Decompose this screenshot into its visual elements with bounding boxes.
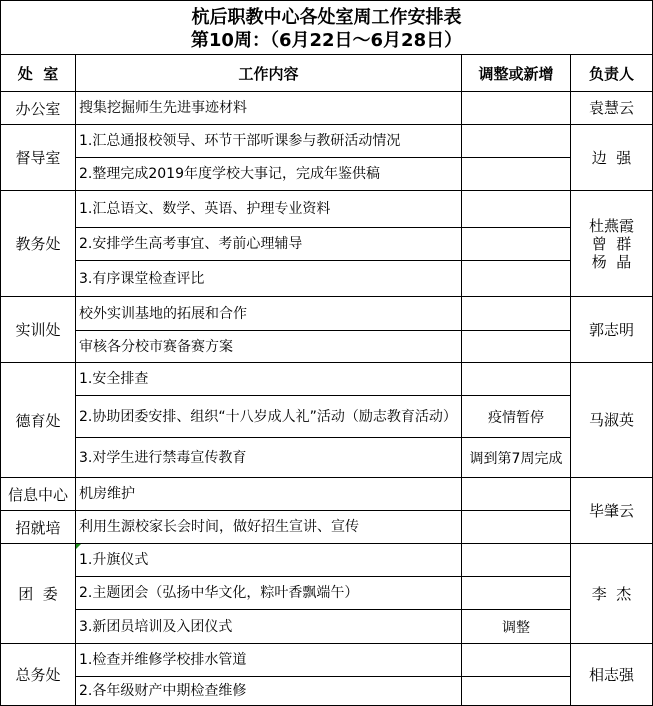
content-cell[interactable]: 3.新团员培训及入团仪式 [76, 610, 462, 644]
table-row [1, 92, 653, 125]
owner-name: 杨 晶 [591, 252, 632, 271]
header-content: 工作内容 [76, 55, 462, 92]
content-cell[interactable]: 1.安全排查 [76, 363, 462, 396]
title-line-2: 第10周：（6月22日～6月28日） [190, 30, 463, 51]
dept-cell: 教务处 [1, 191, 76, 297]
adjust-cell[interactable] [462, 644, 571, 677]
header-row [1, 55, 653, 92]
table-row [1, 297, 653, 331]
content-cell[interactable]: 3.有序课堂检查评比 [76, 261, 462, 297]
owner-cell: 毕肇云 [571, 478, 653, 544]
table-row [1, 125, 653, 158]
content-cell[interactable]: 搜集挖掘师生先进事迹材料 [76, 92, 462, 125]
adjust-cell[interactable] [462, 331, 571, 363]
table-row [1, 544, 653, 577]
adjust-cell[interactable]: 疫情暂停 [462, 396, 571, 438]
table-row [1, 158, 653, 191]
content-cell[interactable]: 机房维护 [76, 478, 462, 511]
header-adjust: 调整或新增 [462, 55, 571, 92]
header-owner: 负责人 [571, 55, 653, 92]
owner-cell: 相志强 [571, 644, 653, 706]
adjust-cell[interactable] [462, 478, 571, 511]
dept-cell: 总务处 [1, 644, 76, 706]
content-cell[interactable]: 校外实训基地的拓展和合作 [76, 297, 462, 331]
content-cell[interactable]: 2.主题团会（弘扬中华文化，粽叶香飘端午） [76, 577, 462, 610]
content-cell[interactable]: 利用生源校家长会时间，做好招生宣讲、宣传 [76, 511, 462, 544]
comment-marker-icon [76, 544, 81, 549]
content-cell[interactable]: 审核各分校市赛备赛方案 [76, 331, 462, 363]
adjust-cell[interactable] [462, 511, 571, 544]
table-row [1, 331, 653, 363]
adjust-cell[interactable] [462, 297, 571, 331]
content-cell[interactable]: 2.安排学生高考事宜、考前心理辅导 [76, 228, 462, 261]
table-row [1, 228, 653, 261]
content-text: 1.升旗仪式 [79, 552, 149, 568]
table-row [1, 478, 653, 511]
header-dept: 处 室 [1, 55, 76, 92]
adjust-cell[interactable] [462, 677, 571, 706]
table-row [1, 191, 653, 228]
owner-cell: 马淑英 [571, 363, 653, 478]
content-cell[interactable] [76, 544, 462, 577]
table-row [1, 677, 653, 706]
table-row [1, 396, 653, 438]
adjust-cell[interactable]: 调到第7周完成 [462, 438, 571, 478]
owner-name: 杜燕霞 [589, 216, 635, 235]
dept-cell: 信息中心 [1, 478, 76, 511]
content-cell[interactable]: 1.检查并维修学校排水管道 [76, 644, 462, 677]
table-row [1, 644, 653, 677]
content-cell[interactable]: 2.各年级财产中期检查维修 [76, 677, 462, 706]
adjust-cell[interactable]: 调整 [462, 610, 571, 644]
table-row [1, 438, 653, 478]
dept-cell: 德育处 [1, 363, 76, 478]
adjust-cell[interactable] [462, 363, 571, 396]
dept-cell: 招就培 [1, 511, 76, 544]
dept-cell: 办公室 [1, 92, 76, 125]
content-cell[interactable]: 1.汇总通报校领导、环节干部听课参与教研活动情况 [76, 125, 462, 158]
adjust-cell[interactable] [462, 228, 571, 261]
adjust-cell[interactable] [462, 125, 571, 158]
content-cell[interactable]: 3.对学生进行禁毒宣传教育 [76, 438, 462, 478]
adjust-cell[interactable] [462, 92, 571, 125]
dept-cell: 督导室 [1, 125, 76, 191]
dept-cell: 团 委 [1, 544, 76, 644]
adjust-cell[interactable] [462, 191, 571, 228]
table-row [1, 577, 653, 610]
dept-cell: 实训处 [1, 297, 76, 363]
table-title [1, 1, 653, 55]
table-row [1, 610, 653, 644]
owner-name: 曾 群 [591, 234, 632, 253]
content-cell[interactable]: 2.整理完成2019年度学校大事记，完成年鉴供稿 [76, 158, 462, 191]
content-cell[interactable]: 1.汇总语文、数学、英语、护理专业资料 [76, 191, 462, 228]
owner-cell: 袁慧云 [571, 92, 653, 125]
content-cell[interactable]: 2.协助团委安排、组织“十八岁成人礼”活动（励志教育活动） [76, 396, 462, 438]
table-row [1, 363, 653, 396]
adjust-cell[interactable] [462, 158, 571, 191]
table-row [1, 261, 653, 297]
adjust-cell[interactable] [462, 577, 571, 610]
owner-cell: 郭志明 [571, 297, 653, 363]
owner-cell [571, 191, 653, 297]
adjust-cell[interactable] [462, 544, 571, 577]
owner-cell: 边 强 [571, 125, 653, 191]
table-row [1, 511, 653, 544]
title-line-1: 杭后职教中心各处室周工作安排表 [191, 7, 462, 28]
owner-cell: 李 杰 [571, 544, 653, 644]
adjust-cell[interactable] [462, 261, 571, 297]
